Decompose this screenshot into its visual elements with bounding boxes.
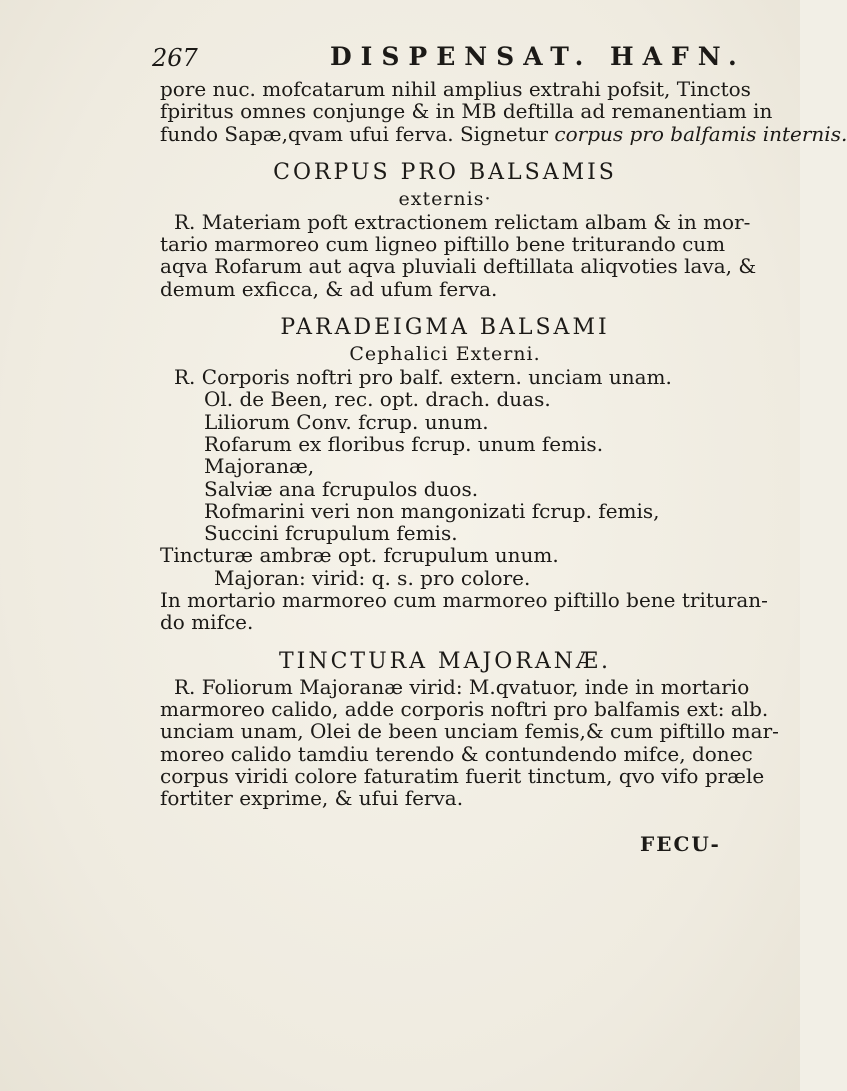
spacer [160,145,730,159]
text-line: Ol. de Been, rec. opt. drach. duas. [204,387,551,412]
section-heading-tinctura: TINCTURA MAJORANÆ. [278,648,612,674]
text-line: fortiter exprime, & ufui ferva. [160,786,464,811]
section-subheading-externis: externis· [398,187,492,210]
section-subheading-cephalici: Cephalici Externi. [349,343,541,366]
catchword: FECU- [640,832,721,856]
text-line: pore nuc. mofcatarum nihil amplius extrahi pofsit, Tinctos [160,77,751,101]
page-header [152,42,746,72]
text-line: Liliorum Conv. fcrup. unum. [204,409,489,434]
text-line: R. Corporis noftri pro balf. extern. unciam unam. [174,365,672,390]
text-line: Succini fcrupulum femis. [204,521,458,546]
text-fragment: fundo Sapæ,qvam ufui ferva. Signetur [160,121,555,146]
text-line: In mortario marmoreo cum marmoreo piftillo bene trituran- [160,588,768,613]
text-line: Tincturæ ambræ opt. fcrupulum unum. [160,543,559,568]
text-line: corpus viridi colore faturatim fuerit tinctum, qvo vifo præle [160,763,765,788]
section-heading-corpus: CORPUS PRO BALSAMIS [273,159,617,185]
text-line: marmoreo calido, adde corporis noftri pro balfamis ext: alb. [160,696,769,721]
text-line: Salviæ ana fcrupulos duos. [204,476,479,501]
text-line: Rofarum ex floribus fcrup. unum femis. [204,431,604,456]
body-text [160,77,847,811]
text-line: Majoran: virid: q. s. pro colore. [214,565,531,590]
spacer [160,300,730,314]
text-line [160,121,847,146]
page-number: 267 [152,44,198,72]
text-line: tario marmoreo cum ligneo piftillo bene triturando cum [160,232,726,257]
text-line: R. Foliorum Majoranæ virid: M.qvatuor, inde in mortario [174,674,750,699]
text-line: aqva Rofarum aut aqva pluviali deftillata aliqvoties lava, & [160,254,757,279]
text-line: Majoranæ, [204,454,315,479]
italic-fragment: corpus pro balfamis internis. [554,121,847,146]
text-line: demum exficca, & ad ufum ferva. [160,276,498,301]
text-line: fpiritus omnes conjunge & in MB deftilla ad remanentiam in [160,99,773,124]
running-head: DISPENSAT. HAFN. [330,42,746,71]
section-heading-paradeigma: PARADEIGMA BALSAMI [280,315,610,341]
text-line: do mifce. [160,610,254,635]
text-line: R. Materiam poft extractionem relictam albam & in mor- [174,209,751,234]
text-line: moreo calido tamdiu terendo & contundendo mifce, donec [160,741,753,766]
text-line: Rofmarini veri non mangonizati fcrup. femis, [204,498,660,523]
spacer [160,634,730,648]
text-line: unciam unam, Olei de been unciam femis,& cum piftillo mar- [160,719,779,744]
